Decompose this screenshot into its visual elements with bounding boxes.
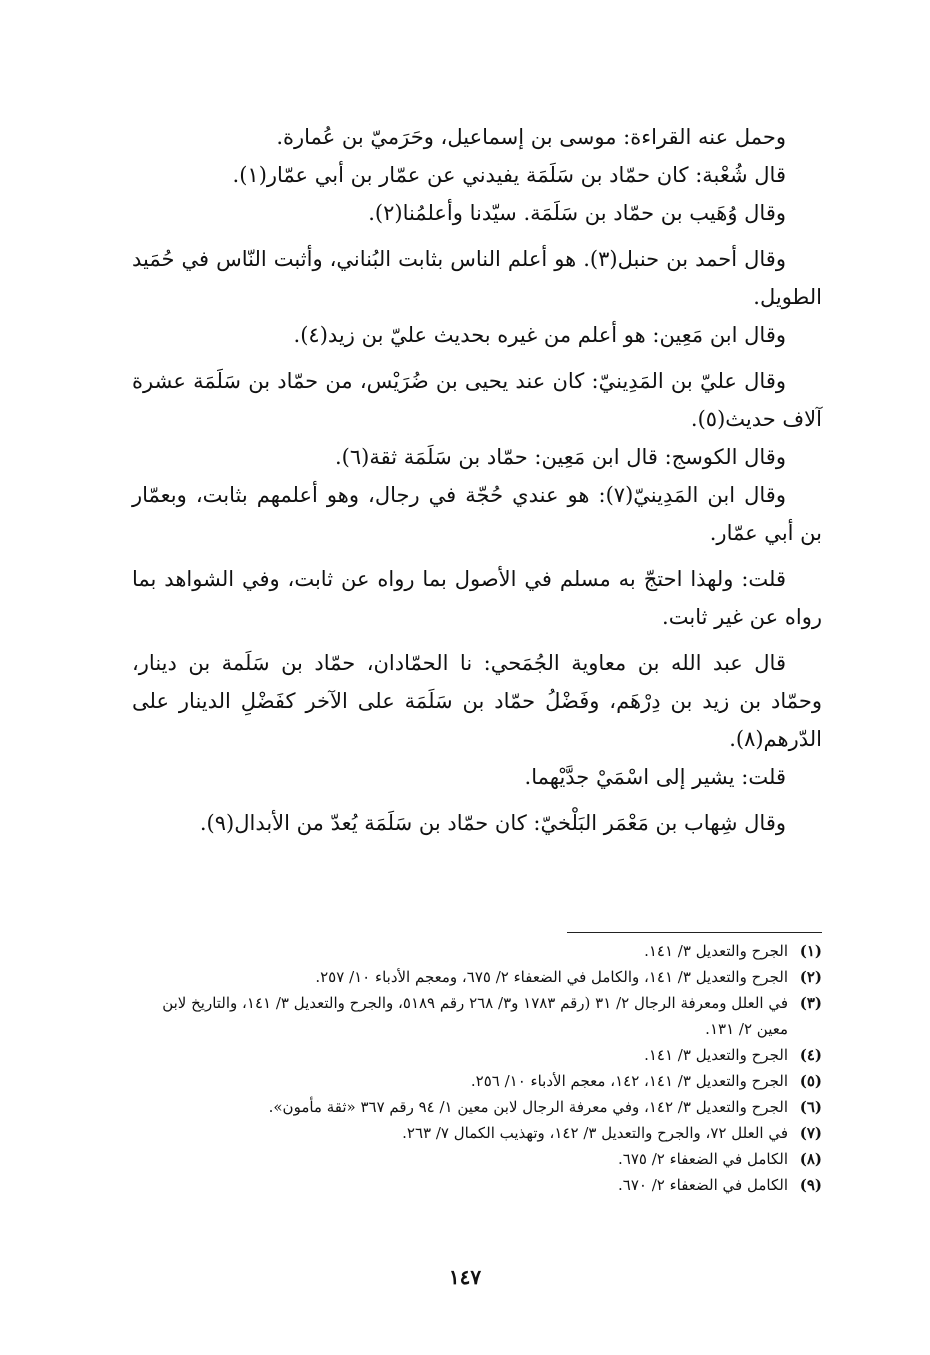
paragraph: وقال شِهاب بن مَعْمَر البَلْخيّ: كان حمّاد بن سَلَمَة يُعدّ من الأبدال(٩). — [199, 811, 786, 835]
paragraph: وقال أحمد بن حنبل(٣). هو أعلم الناس بثابت البُناني، وأثبت النّاس في حُمَيد الطويل. — [132, 247, 822, 309]
footnote-text: الجرح والتعديل ٣/ ١٤١. — [644, 1046, 788, 1064]
footnote-number: (٥) — [799, 1072, 822, 1090]
footnote — [132, 1172, 822, 1198]
footnote — [132, 1068, 822, 1094]
footnote-number: (٤) — [799, 1046, 822, 1064]
paragraph: وقال ابن مَعِين: هو أعلم من غيره بحديث عليّ بن زيد(٤). — [293, 323, 786, 347]
paragraph: قلت: ولهذا احتجّ به مسلم في الأصول بما رواه عن ثابت، وفي الشواهد بما رواه عن غير ثابت. — [132, 567, 822, 629]
paragraph: قلت: يشير إلى اسْمَيْ جدَّيْهما. — [524, 765, 786, 789]
footnote-text: الكامل في الضعفاء ٢/ ٦٧٠. — [617, 1176, 788, 1194]
paragraph: قال شُعْبة: كان حمّاد بن سَلَمَة يفيدني عن عمّار بن أبي عمّار(١). — [232, 163, 786, 187]
footnotes — [132, 938, 822, 1198]
footnote-number: (٧) — [799, 1124, 822, 1142]
footnote-number: (٣) — [799, 994, 822, 1012]
footnote-number: (٢) — [799, 968, 822, 986]
footnote-text: في العلل ٧٢، والجرح والتعديل ٣/ ١٤٢، وتهذيب الكمال ٧/ ٢٦٣. — [402, 1124, 788, 1142]
footnote — [132, 938, 822, 964]
footnote-text: الجرح والتعديل ٣/ ١٤١، ١٤٢، معجم الأدباء ١٠/ ٢٥٦. — [470, 1072, 788, 1090]
footnote — [132, 1042, 822, 1068]
footnote-text: في العلل ومعرفة الرجال ٢/ ٣١ (رقم ١٧٨٣ و٣/ ٢٦٨ رقم ٥١٨٩، والجرح والتعديل ٣/ ١٤١، والتاريخ لابن معين ٢/ ١٣١. — [162, 994, 788, 1038]
footnote — [132, 1094, 822, 1120]
footnote — [132, 964, 822, 990]
footnote — [132, 1120, 822, 1146]
footnote-number: (٩) — [799, 1176, 822, 1194]
paragraph: وقال الكوسج: قال ابن مَعِين: حمّاد بن سَلَمَة ثقة(٦). — [334, 445, 786, 469]
footnote-number: (٨) — [799, 1150, 822, 1168]
main-text — [132, 118, 822, 842]
paragraph: وقال عليّ بن المَدِينيّ: كان عند يحيى بن ضُرَيْس، من حمّاد بن سَلَمَة عشرة آلاف حديث(٥). — [132, 369, 822, 431]
footnote-divider — [567, 932, 822, 933]
paragraph: وقال ابن المَدِينيّ(٧): هو عندي حُجّة في رجال، وهو أعلمهم بثابت، وبعمّار بن أبي عمّار. — [132, 483, 822, 545]
footnote — [132, 1146, 822, 1172]
footnote — [132, 990, 822, 1042]
footnote-text: الجرح والتعديل ٣/ ١٤٢، وفي معرفة الرجال لابن معين ١/ ٩٤ رقم ٣٦٧ «ثقة مأمون». — [268, 1098, 788, 1116]
footnote-number: (١) — [799, 942, 822, 960]
footnote-number: (٦) — [799, 1098, 822, 1116]
footnote-text: الجرح والتعديل ٣/ ١٤١، والكامل في الضعفاء ٢/ ٦٧٥، ومعجم الأدباء ١٠/ ٢٥٧. — [315, 968, 788, 986]
footnote-text: الجرح والتعديل ٣/ ١٤١. — [644, 942, 788, 960]
paragraph: وحمل عنه القراءة: موسى بن إسماعيل، وحَرَميّ بن عُمارة. — [276, 125, 786, 149]
paragraph: وقال وُهَيب بن حمّاد بن سَلَمَة. سيّدنا وأعلمُنا(٢). — [368, 201, 786, 225]
footnote-text: الكامل في الضعفاء ٢/ ٦٧٥. — [617, 1150, 788, 1168]
paragraph: قال عبد الله بن معاوية الجُمَحي: نا الحمّادان، حمّاد بن سَلَمة بن دينار، وحمّاد بن زيد بن دِرْهَم، وفَضْلُ حمّاد بن سَلَمَة على الآخر كفَضْلِ الدينار على الدّرهم(٨). — [132, 651, 822, 751]
page-number: ١٤٧ — [448, 1265, 482, 1289]
